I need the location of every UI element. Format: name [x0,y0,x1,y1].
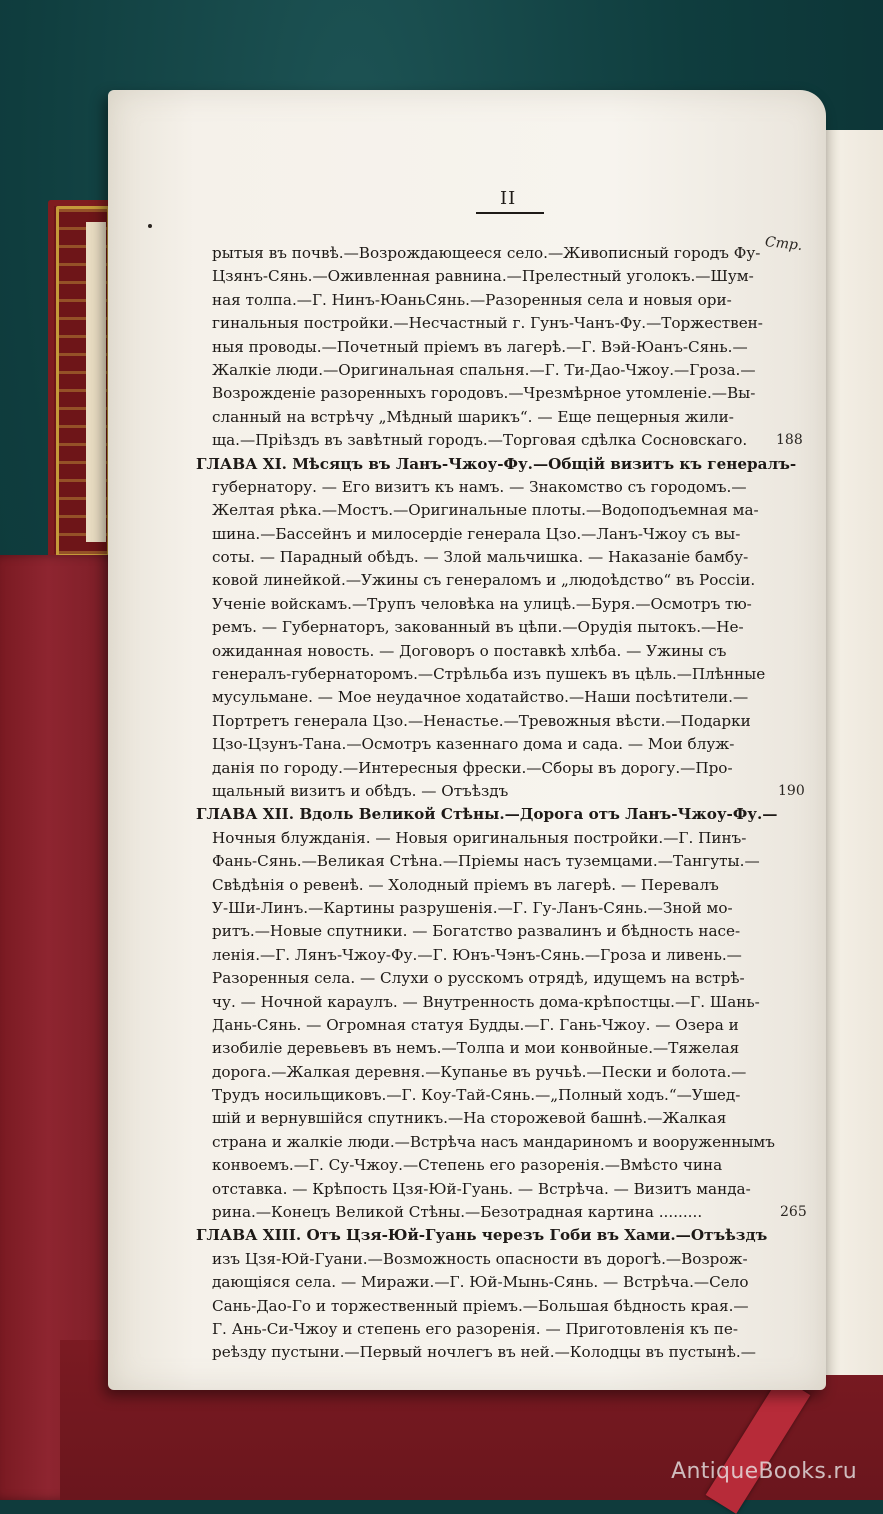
toc-line: Цзянъ-Сянь.—Оживленная равнина.—Прелестный уголокъ.—Шум- [212,267,754,286]
toc-line: реѣзду пустыни.—Первый ночлегъ въ ней.—Колодцы въ пустынѣ.— [212,1343,756,1362]
toc-line: Дань-Сянь. — Огромная статуя Будды.—Г. Гань-Чжоу. — Озера и [212,1015,739,1034]
toc-line: гинальныя постройки.—Несчастный г. Гунъ-Чанъ-Фу.—Торжествен- [212,314,763,333]
toc-line: рытыя въ почвѣ.—Возрождающееся село.—Живописный городъ Фу- [212,244,761,262]
toc-line: мусульмане. — Мое неудачное ходатайство.—Наши посѣтители.— [212,688,749,707]
page-reference-number: 190 [778,783,805,800]
toc-line: страна и жалкіе люди.—Встрѣча насъ мандариномъ и вооруженнымъ [212,1132,775,1151]
toc-line: дающіяся села. — Миражи.—Г. Юй-Мынь-Сянь. — Встрѣча.—Село [212,1273,749,1292]
page-number-rule [476,212,544,214]
toc-line: ковой линейкой.—Ужины съ генераломъ и „людоѣдство“ въ Россіи. [212,571,756,590]
toc-line: ныя проводы.—Почетный пріемъ въ лагерѣ.—Г. Вэй-Юанъ-Сянь.— [212,337,748,356]
toc-line: Ночныя блужданія. — Новыя оригинальныя постройки.—Г. Пинъ- [212,828,747,847]
toc-line: сланный на встрѣчу „Мѣдный шарикъ“. — Еще пещерныя жили- [212,407,734,426]
toc-line: ожиданная новость. — Договоръ о поставкѣ хлѣба. — Ужины съ [212,641,727,660]
toc-line: Портретъ генерала Цзо.—Ненастье.—Тревожныя вѣсти.—Подарки [212,711,751,730]
toc-line: У-Ши-Линъ.—Картины разрушенія.—Г. Гу-Ланъ-Сянь.—Зной мо- [212,898,733,917]
dotted-leader: ......... [653,1203,703,1222]
book-endpaper [86,222,106,542]
toc-line: ремъ. — Губернаторъ, закованный въ цѣпи.—Орудія пытокъ.—Не- [212,618,744,637]
toc-line: отставка. — Крѣпость Цзя-Юй-Гуань. — Встрѣча. — Визитъ манда- [212,1179,751,1198]
toc-line: рина.—Конецъ Великой Стѣны.—Безотрадная картина ......... [212,1203,703,1222]
toc-line: изобиліе деревьевъ въ немъ.—Толпа и мои конвойные.—Тяжелая [212,1039,740,1058]
toc-line: ща.—Пріѣздъ въ завѣтный городъ.—Торговая сдѣлка Сосновскаго. [212,431,748,450]
toc-line: ленія.—Г. Лянъ-Чжоу-Фу.—Г. Юнъ-Чэнъ-Сянь.—Гроза и ливень.— [212,945,742,964]
facing-page-edge [818,130,883,1375]
toc-line: соты. — Парадный обѣдъ. — Злой мальчишка. — Наказаніе бамбу- [212,548,749,567]
page-reference-number: 188 [776,432,803,449]
toc-line: Трудъ носильщиковъ.—Г. Коу-Тай-Сянь.—„Полный ходъ.“—Ушед- [212,1086,741,1105]
toc-line: данія по городу.—Интересныя фрески.—Сборы въ дорогу.—Про- [212,758,733,777]
chapter-heading-line: ГЛАВА XII. Вдоль Великой Стѣны.—Дорога отъ Ланъ-Чжоу-Фу.— [196,805,778,824]
toc-line: Возрожденіе разоренныхъ городовъ.—Чрезмѣрное утомленіе.—Вы- [212,384,756,403]
toc-line: дорога.—Жалкая деревня.—Купанье въ ручьѣ.—Пески и болота.— [212,1062,747,1081]
toc-line: Цзо-Цзунъ-Тана.—Осмотръ казеннаго дома и сада. — Мои блуж- [212,735,735,754]
toc-line: Желтая рѣка.—Мостъ.—Оригинальные плоты.—Водоподъемная ма- [212,501,759,520]
toc-line: шій и вернувшійся спутникъ.—На сторожевой башнѣ.—Жалкая [212,1109,727,1128]
toc-line: Сань-Дао-Го и торжественный пріемъ.—Большая бѣдность края.— [212,1296,749,1315]
toc-line: Ученіе войскамъ.—Трупъ человѣка на улицѣ.—Буря.—Осмотръ тю- [212,594,752,613]
toc-line: изъ Цзя-Юй-Гуани.—Возможность опасности въ дорогѣ.—Возрож- [212,1249,748,1268]
toc-line: Свѣдѣнія о ревенѣ. — Холодный пріемъ въ лагерѣ. — Перевалъ [212,875,719,894]
toc-line: Фань-Сянь.—Великая Стѣна.—Пріемы насъ туземцами.—Тангуты.— [212,852,760,871]
page-reference-number: 265 [780,1204,807,1221]
toc-line: губернатору. — Его визитъ къ намъ. — Знакомство съ городомъ.— [212,477,747,496]
toc-line: щальный визитъ и обѣдъ. — Отъѣздъ [212,781,509,800]
toc-line: Г. Ань-Си-Чжоу и степень его разоренія. — Приготовленія къ пе- [212,1319,739,1338]
page-column-label: Стр. [764,234,804,254]
toc-line: чу. — Ночной караулъ. — Внутренность дома-крѣпостцы.—Г. Шань- [212,992,760,1011]
toc-line: генералъ-губернаторомъ.—Стрѣльба изъ пушекъ въ цѣль.—Плѣнные [212,665,766,684]
ink-dot [148,224,152,228]
page-number: II [500,188,517,209]
watermark: AntiqueBooks.ru [671,1459,857,1484]
toc-line: ритъ.—Новые спутники. — Богатство развалинъ и бѣдность насе- [212,922,741,941]
chapter-heading-line: ГЛАВА XI. Мѣсяцъ въ Ланъ-Чжоу-Фу.—Общій визитъ къ генералъ- [196,454,797,473]
chapter-heading-line: ГЛАВА XIII. Отъ Цзя-Юй-Гуань черезъ Гоби въ Хами.—Отъѣздъ [196,1226,768,1245]
toc-line: Жалкіе люди.—Оригинальная спальня.—Г. Ти-Дао-Чжоу.—Гроза.— [212,360,756,379]
toc-line: ная толпа.—Г. Нинъ-ЮаньСянь.—Разоренныя села и новыя ори- [212,290,732,309]
toc-line: конвоемъ.—Г. Су-Чжоу.—Степень его разоренія.—Вмѣсто чина [212,1156,723,1175]
toc-line: Разоренныя села. — Слухи о русскомъ отрядѣ, идущемъ на встрѣ- [212,969,745,988]
toc-line: шина.—Бассейнъ и милосердіе генерала Цзо.—Ланъ-Чжоу съ вы- [212,524,741,543]
